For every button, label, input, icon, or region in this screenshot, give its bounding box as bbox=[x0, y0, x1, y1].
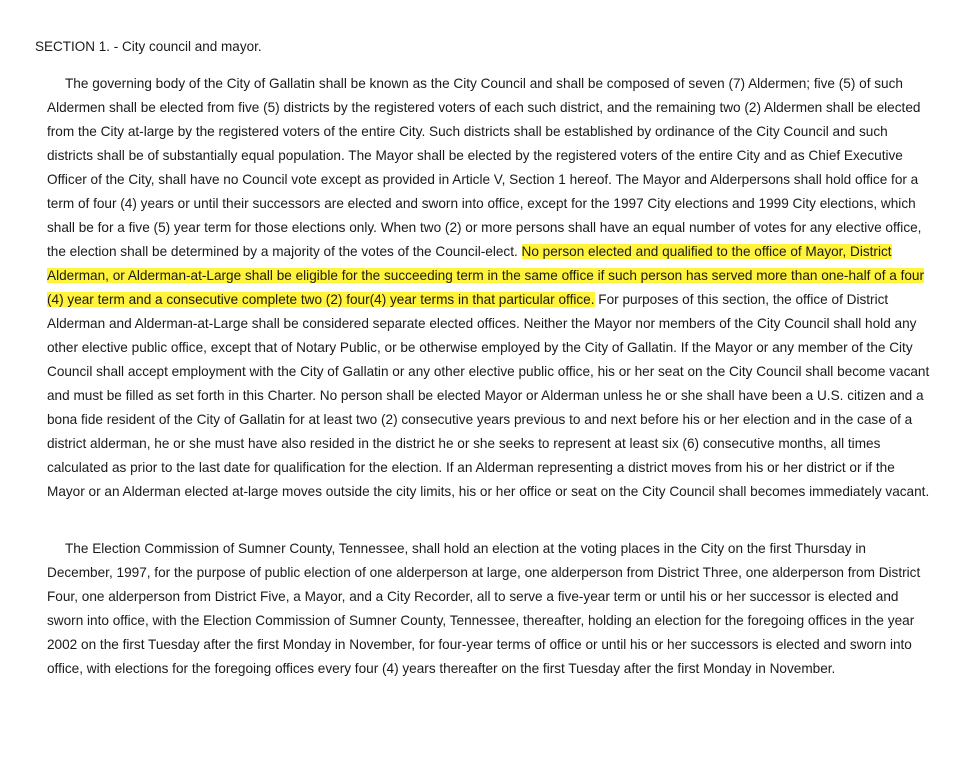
paragraph-1-text-after: For purposes of this section, the office of District Alderman and Alderman-at-Large shall be considered separate elected offices. Neither the Mayor nor members of the City Council shall hold any other elective public office, except that of Notary Public, or be otherwise employed by the City of Gallatin. If the Mayor or any member of the City Council shall accept employment with the City of Gallatin or any other elective public office, his or her seat on the City Council shall become vacant and must be filled as set forth in this Charter. No person shall be elected Mayor or Alderman unless he or she shall have been a U.S. citizen and a bona fide resident of the City of Gallatin for at least two (2) consecutive years previous to and next before his or her election and in the case of a district alderman, he or she must have also resided in the district he or she seeks to represent at least six (6) consecutive months, all times calculated as prior to the last date for qualification for the election. If an Alderman representing a district moves from his or her district or if the Mayor or an Alderman elected at-large moves outside the city limits, his or her office or seat on the City Council shall becomes immediately vacant. bbox=[47, 292, 930, 499]
section-heading: SECTION 1. - City council and mayor. bbox=[35, 39, 262, 54]
highlighted-term-limit-text: No person elected and qualified to the office of Mayor, District Alderman, or Alderman-at-Large shall be eligible for the succeeding term in the same office if such person has served more than one-half of a four (4) year term and a consecutive complete two (2) four(4) year terms in that particular office. bbox=[47, 244, 925, 307]
paragraph-council-composition bbox=[47, 72, 933, 504]
paragraph-election-commission: The Election Commission of Sumner County, Tennessee, shall hold an election at the voting places in the City on the first Thursday in December, 1997, for the purpose of public election of one alderperson at large, one alderperson from District Three, one alderperson from District Four, one alderperson from District Five, a Mayor, and a City Recorder, all to serve a five-year term or until his or her successor is elected and sworn into office, with the Election Commission of Sumner County, Tennessee, thereafter, holding an election for the foregoing offices in the year 2002 on the first Tuesday after the first Monday in November, for four-year terms of office or until his or her successors is elected and sworn into office, with elections for the foregoing offices every four (4) years thereafter on the first Tuesday after the first Monday in November. bbox=[47, 541, 921, 676]
paragraph-1-text-before: The governing body of the City of Gallatin shall be known as the City Council and shall be composed of seven (7) Aldermen; five (5) of such Aldermen shall be elected from five (5) districts by the registered voters of each such district, and the remaining two (2) Aldermen shall be elected from the City at-large by the registered voters of the entire City. Such districts shall be established by ordinance of the City Council and such districts shall be of substantially equal population. The Mayor shall be elected by the registered voters of the entire City and as Chief Executive Officer of the City, shall have no Council vote except as provided in Article V, Section 1 hereof. The Mayor and Alderpersons shall hold office for a term of four (4) years or until their successors are elected and sworn into office, except for the 1997 City elections and 1999 City elections, which shall be for a five (5) year term for those elections only. When two (2) or more persons shall have an equal number of votes for any elective office, the election shall be determined by a majority of the votes of the Council-elect. bbox=[47, 76, 922, 259]
